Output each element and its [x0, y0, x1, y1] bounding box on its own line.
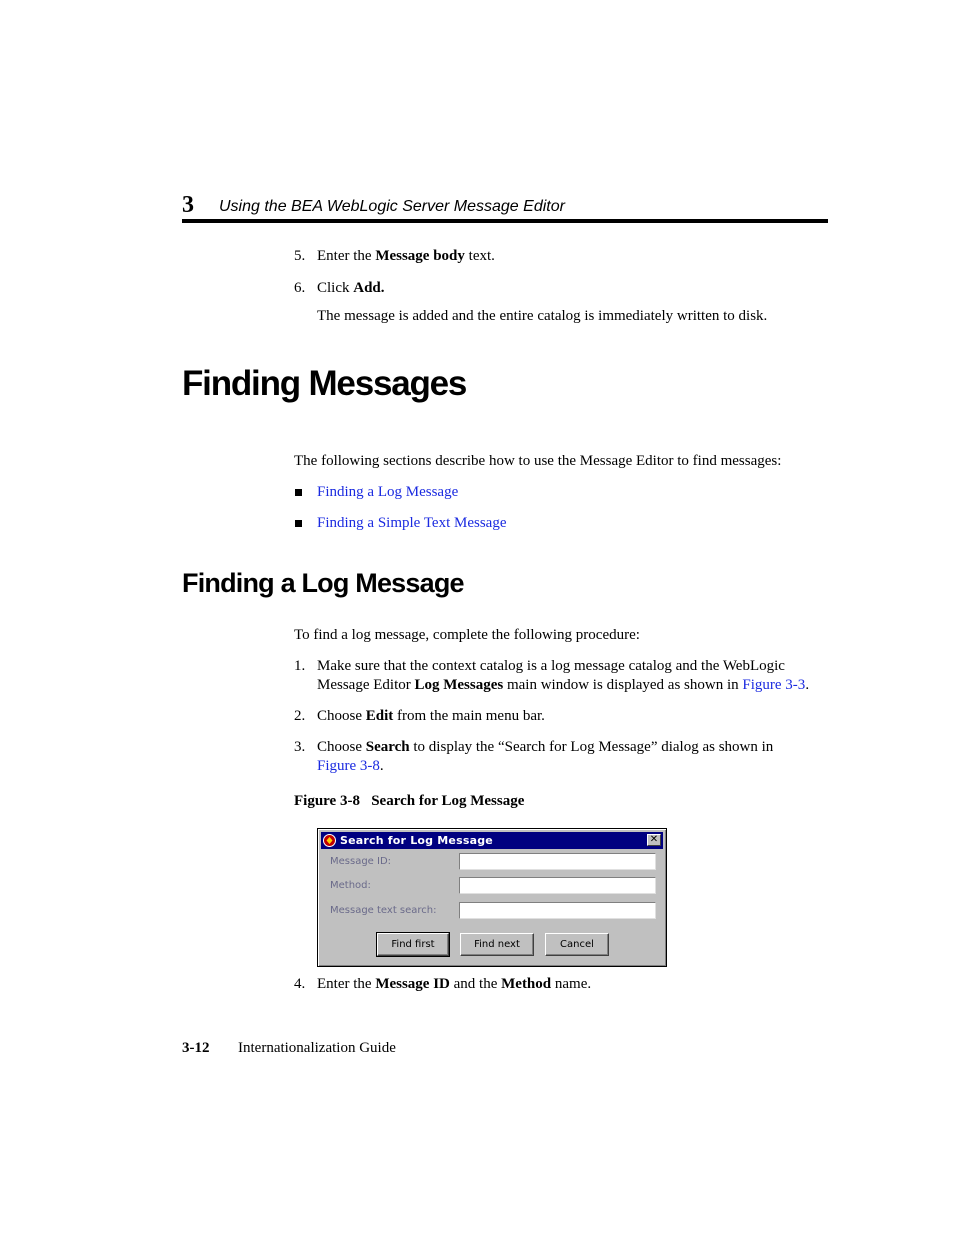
method-input[interactable]	[459, 877, 656, 894]
message-text-search-label: Message text search:	[330, 905, 437, 916]
step-5	[294, 247, 495, 266]
step-text-line1: Choose Search to display the “Search for Log Message” dialog as shown in	[317, 739, 774, 755]
message-id-input[interactable]	[459, 853, 656, 870]
step-number: 2.	[294, 708, 306, 724]
message-id-label: Message ID:	[330, 856, 392, 867]
subsection-intro: To find a log message, complete the following procedure:	[294, 627, 640, 643]
bullet-marker	[295, 520, 302, 527]
step-number: 6.	[294, 280, 306, 296]
step-3	[294, 738, 774, 774]
step-number: 1.	[294, 658, 306, 674]
close-icon[interactable]: ✕	[647, 834, 661, 846]
section-title: Finding Messages	[182, 364, 467, 403]
step-number: 5.	[294, 248, 306, 264]
cancel-button[interactable]: Cancel	[545, 933, 609, 956]
link-figure-3-3[interactable]: Figure 3-3	[742, 677, 806, 693]
dialog-title: Search for Log Message	[340, 834, 493, 847]
section-intro: The following sections describe how to use the Message Editor to find messages:	[294, 453, 782, 469]
method-label: Method:	[330, 880, 371, 891]
app-icon	[323, 834, 336, 847]
chapter-title: Using the BEA WebLogic Server Message Editor	[219, 198, 565, 215]
step-2	[294, 707, 545, 726]
step-number: 4.	[294, 976, 306, 992]
step-text: Choose Edit from the main menu bar.	[317, 708, 545, 724]
subsection-title: Finding a Log Message	[182, 568, 464, 598]
header-rule	[182, 219, 828, 223]
bullet-marker	[295, 489, 302, 496]
find-next-button[interactable]: Find next	[460, 933, 534, 956]
book-title: Internationalization Guide	[238, 1040, 396, 1056]
step-text-line2: Message Editor Log Messages main window is displayed as shown in Figure 3-3.	[317, 677, 810, 693]
page-number: 3-12	[182, 1040, 210, 1056]
step-text-line1: Make sure that the context catalog is a log message catalog and the WebLogic	[317, 658, 785, 674]
link-figure-3-8[interactable]: Figure 3-8	[317, 758, 380, 774]
chapter-number: 3	[182, 192, 194, 218]
message-text-search-input[interactable]	[459, 902, 656, 919]
step-text-line2: Figure 3-8.	[317, 758, 384, 774]
search-dialog	[317, 828, 667, 967]
step-number: 3.	[294, 739, 306, 755]
step-1	[294, 657, 834, 693]
link-finding-simple-text-message[interactable]: Finding a Simple Text Message	[317, 515, 507, 531]
step-6	[294, 279, 385, 298]
step-6-note: The message is added and the entire catalog is immediately written to disk.	[317, 308, 768, 324]
figure-caption: Figure 3-8 Search for Log Message	[294, 793, 525, 809]
step-text: Enter the Message body text.	[317, 248, 495, 264]
dialog-title-bar[interactable]	[321, 832, 663, 849]
link-finding-log-message[interactable]: Finding a Log Message	[317, 484, 459, 500]
find-first-button[interactable]: Find first	[377, 933, 449, 956]
step-text: Click Add.	[317, 280, 385, 296]
step-text: Enter the Message ID and the Method name.	[317, 976, 592, 992]
step-4	[294, 975, 592, 994]
